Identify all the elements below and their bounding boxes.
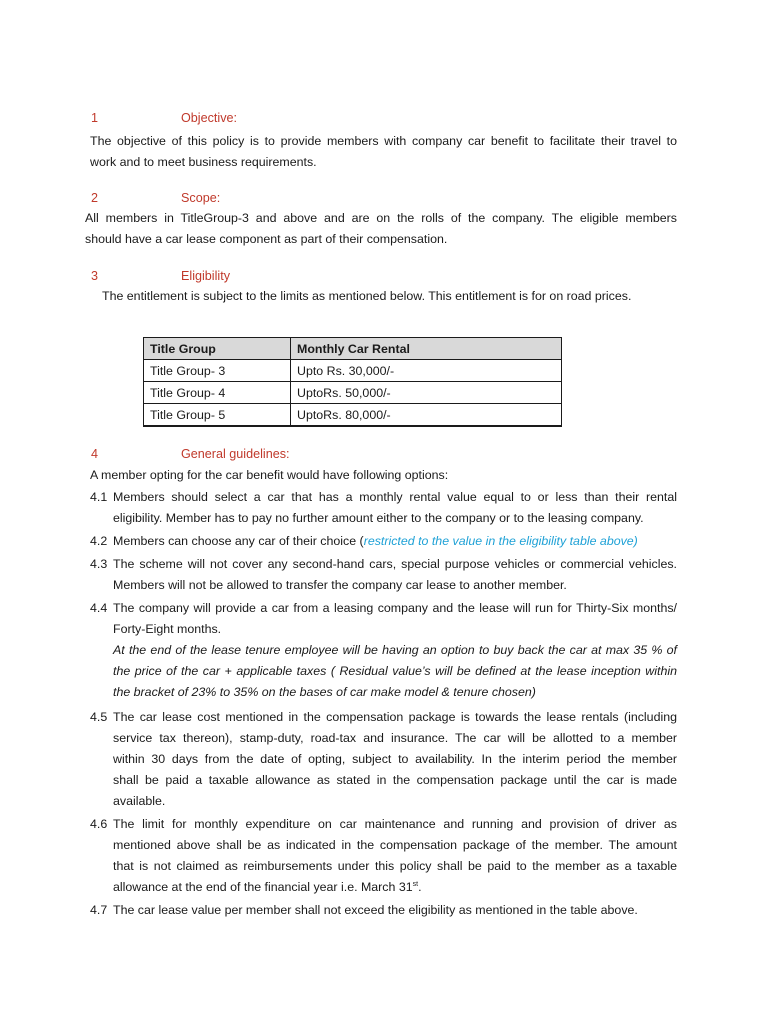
item-text: Forty-Eight months.: [113, 622, 222, 636]
paragraph-line: All members in TitleGroup-3 and above and are on the rolls of the company. The eligible members: [85, 211, 677, 225]
objective-paragraph: [90, 131, 677, 173]
list-item: [90, 554, 677, 596]
eligibility-table: [143, 337, 562, 427]
section-number: 3: [91, 269, 99, 283]
paragraph-line: The objective of this policy is to provide members with company car benefit to facilitate their travel to: [90, 134, 677, 148]
item-text: The car lease cost mentioned in the compensation package is towards the lease rentals (including: [113, 710, 677, 724]
item-text: service tax thereon), stamp-duty, road-tax and insurance. The car will be allotted to a member: [113, 731, 677, 745]
table-cell: UptoRs. 80,000/-: [291, 404, 562, 427]
table-cell: Upto Rs. 30,000/-: [291, 360, 562, 382]
section-number: 1: [91, 111, 99, 125]
section-title: Scope:: [181, 191, 221, 205]
table-header-cell: Monthly Car Rental: [291, 338, 562, 360]
table-cell: Title Group- 5: [144, 404, 291, 427]
item-text: allowance at the end of the financial year i.e. March 31: [113, 880, 413, 894]
section-title: Objective:: [181, 111, 237, 125]
item-italic-text: the bracket of 23% to 35% on the bases of car make model & tenure chosen): [113, 685, 536, 699]
section-title: Eligibility: [181, 269, 230, 283]
item-number: 4.4: [90, 601, 108, 615]
item-text: Members should select a car that has a monthly rental value equal to or less than their rental: [113, 490, 677, 504]
table-header-row: [144, 338, 562, 360]
item-text: The car lease value per member shall not exceed the eligibility as mentioned in the table above.: [113, 903, 638, 917]
item-text: eligibility. Member has to pay no further amount either to the company or to the leasing company.: [113, 511, 644, 525]
table-cell: UptoRs. 50,000/-: [291, 382, 562, 404]
item-text: available.: [113, 794, 166, 808]
item-number: 4.1: [90, 490, 108, 504]
item-text: that is not claimed as reimbursements under this policy shall be paid to the member as a taxable: [113, 859, 677, 873]
section-number: 2: [91, 191, 99, 205]
item-number: 4.5: [90, 710, 108, 724]
list-item: [90, 487, 677, 529]
table-row: [144, 404, 562, 427]
table-header-cell: Title Group: [144, 338, 291, 360]
table-row: [144, 360, 562, 382]
item-text: The company will provide a car from a leasing company and the lease will run for Thirty-Six months/: [113, 601, 677, 615]
item-number: 4.3: [90, 557, 108, 571]
section-title: General guidelines:: [181, 447, 290, 461]
list-item: [90, 814, 677, 898]
list-item: [90, 900, 677, 921]
item-text: shall be paid a taxable allowance as stated in the compensation package until the car is made: [113, 773, 677, 787]
item-number: 4.2: [90, 534, 108, 548]
superscript: st: [412, 880, 419, 888]
paragraph-line: should have a car lease component as part of their compensation.: [85, 232, 448, 246]
item-italic-text: At the end of the lease tenure employee will be having an option to buy back the car at max 35 % of: [113, 643, 677, 657]
item-text: within 30 days from the date of opting, subject to availability. In the interim period the member: [113, 752, 677, 766]
item-text: .: [418, 880, 422, 894]
scope-paragraph: [85, 208, 677, 250]
item-text: The scheme will not cover any second-hand cars, special purpose vehicles or commercial vehicles.: [113, 557, 677, 571]
item-text: The limit for monthly expenditure on car maintenance and running and provision of driver as: [113, 817, 677, 831]
table-cell: Title Group- 4: [144, 382, 291, 404]
list-item: [90, 598, 677, 703]
item-highlight-text: restricted to the value in the eligibility table above): [363, 534, 638, 548]
eligibility-paragraph: [102, 286, 682, 307]
list-item: [90, 531, 677, 552]
guidelines-intro: [90, 465, 677, 486]
item-text: mentioned above shall be as indicated in the compensation package of the member. The amount: [113, 838, 677, 852]
paragraph-line: The entitlement is subject to the limits as mentioned below. This entitlement is for on road prices.: [102, 289, 632, 303]
section-number: 4: [91, 447, 99, 461]
item-text-last: [113, 877, 677, 898]
paragraph-line: work and to meet business requirements.: [90, 155, 317, 169]
item-text: Members can choose any car of their choice (: [113, 534, 364, 548]
list-item: [90, 707, 677, 812]
item-number: 4.7: [90, 903, 108, 917]
table-cell: Title Group- 3: [144, 360, 291, 382]
item-number: 4.6: [90, 817, 108, 831]
item-italic-text: the price of the car + applicable taxes ( Residual value’s will be defined at the lease inception within: [113, 664, 677, 678]
table-row: [144, 382, 562, 404]
item-text: Members will not be allowed to transfer the company car lease to another member.: [113, 578, 567, 592]
paragraph-line: A member opting for the car benefit would have following options:: [90, 468, 449, 482]
